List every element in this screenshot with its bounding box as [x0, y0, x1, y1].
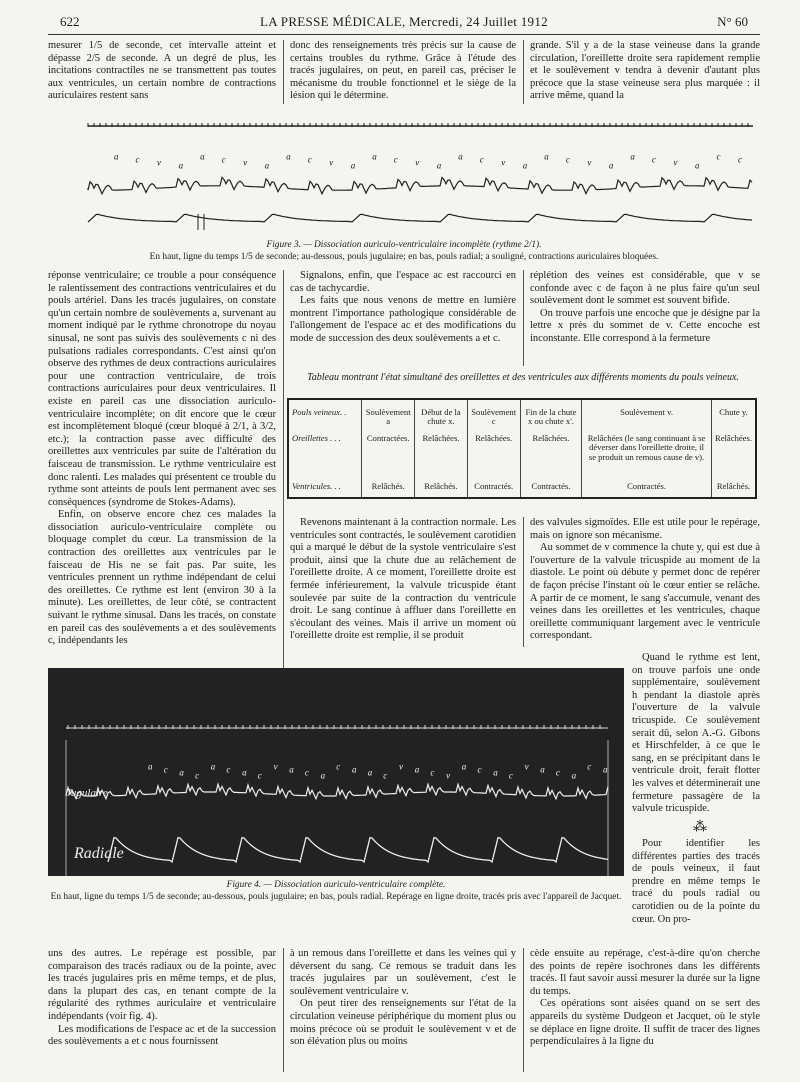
- paragraph: Les modifications de l'espace ac et de la succession des soulèvements a et c nous fournissent: [48, 1023, 276, 1048]
- table-cell: Contractés.: [467, 481, 520, 498]
- paragraph: Les faits que nous venons de mettre en lumière montrent l'importance pathologique considérable de l'allongement de l'espace ac et des modifications du mode de succession des deux soulèvements a et c.: [290, 295, 516, 344]
- top-column-1: [48, 40, 276, 106]
- paragraph: Revenons maintenant à la contraction normale. Les ventricules sont contractés, le soulèvement carotidien qui a marqué le début de la systole ventriculaire s'est produit, ainsi que la chute due au relâchement de l'oreillette droite. A ce moment, l'oreillette droite est fermée inférieurement, la valvule tricuspide étant soulevée par suite de la contraction du ventricule droit. Le sang continue à affluer dans l'oreillette en s'écoulant des veines. Mais il arrive un moment où l'oreillette droite est remplie, il se produit: [290, 517, 516, 642]
- table-title: Tableau montrant l'état simultané des oreillettes et des ventricules aux différents moments du pouls veineux.: [307, 372, 739, 383]
- wave-label: v: [524, 761, 529, 772]
- page-header: [60, 14, 748, 32]
- wave-label: c: [393, 154, 398, 165]
- table-row: [288, 399, 756, 433]
- wave-label: c: [508, 770, 513, 781]
- jugular-label: Jugulaire: [66, 787, 108, 799]
- wave-label: v: [673, 157, 678, 168]
- table-cell: Relâchées.: [520, 433, 581, 481]
- paragraph: uns des autres. Le repérage est possible, par comparaison des tracés radiaux ou de la pointe, avec les tracés jugulaires pris en même temps, et de plus, dans la plupart des cas, en tenant compte de la régularité des rythmes auriculaire et ventriculaire indépendants (voir fig. 4).: [48, 948, 276, 1022]
- wave-label: a: [608, 160, 614, 171]
- table-cell: Relâchées.: [467, 433, 520, 481]
- table-cell: Oreillettes . . .: [292, 433, 341, 443]
- wave-label: c: [257, 770, 262, 781]
- wave-label: a: [458, 151, 463, 162]
- table-cell: Contractés.: [520, 481, 581, 498]
- bottom-column-3: [530, 948, 760, 1074]
- issue-number: N° 60: [717, 14, 748, 29]
- break-marks: [198, 214, 204, 230]
- right-column-upper: [632, 652, 760, 822]
- wave-label: a: [522, 160, 528, 171]
- wave-label: v: [399, 761, 403, 772]
- table-cell: Fin de la chute x ou chute x'.: [520, 399, 581, 433]
- table-row: [288, 481, 756, 498]
- table-cell: Soulèvement a: [362, 399, 415, 433]
- figure-3-legend: En haut, ligne du temps 1/5 de seconde; au-dessous, pouls jugulaire; en bas, pouls radial; a souligné, contractions auriculaires bloquées.: [149, 251, 659, 262]
- wave-label: a: [436, 160, 442, 171]
- wave-labels: [114, 152, 742, 171]
- radial-label: Radiale: [74, 845, 124, 862]
- paragraph: donc des renseignements très précis sur la cause de certains troubles du rythme. Grâce à l'étude des tracés jugulaires, on peut, en pareil cas, préciser le mécanisme du trouble fonctionnel et le siège de la lésion qui le détermine.: [290, 40, 516, 102]
- column-divider: [523, 517, 524, 647]
- page-number: 622: [60, 14, 80, 29]
- top-column-2: [290, 40, 516, 106]
- figure-3-caption: [48, 240, 760, 263]
- wave-label: c: [336, 761, 341, 772]
- wave-label: a: [179, 767, 184, 778]
- time-line: [88, 123, 753, 127]
- wave-label: a: [114, 151, 119, 162]
- wave-label: v: [329, 157, 334, 168]
- wave-label: a: [210, 761, 216, 772]
- table-cell: Relâchées (le sang continuant à se déverser dans l'oreillette droite, il se produit un remous cause de v).: [582, 433, 712, 481]
- wave-label: v: [415, 157, 420, 168]
- photo-background: [48, 668, 624, 876]
- table-cell: Soulèvement c: [467, 399, 520, 433]
- table-cell: Pouls veineux. .: [292, 407, 347, 417]
- wave-label: c: [565, 154, 570, 165]
- wave-label: a: [286, 151, 291, 162]
- wave-label: a: [264, 160, 270, 171]
- table-cell: Soulèvement v.: [582, 399, 712, 433]
- wave-label: a: [461, 761, 467, 772]
- wave-label: c: [221, 154, 226, 165]
- figure-4-tracing: [48, 668, 624, 876]
- wave-label: a: [352, 764, 357, 775]
- paragraph: Signalons, enfin, que l'espace ac est raccourci en cas de tachycardie.: [290, 270, 516, 294]
- paragraph: Quand le rythme est lent, on trouve parfois une onde supplémentaire, soulèvement h pendant la diastole après l'ouverture de la valvule tricuspide. Ce soulèvement serait dû, selon A.-G. Gibons et Hirschfelder, à ce que le sang, en se précipitant dans le ventricule droit, ferait flotter les valves et déterminerait une fermeture passagère de la valvule tricuspide.: [632, 652, 760, 815]
- wave-label: a: [603, 764, 608, 775]
- table-cell: Relâchés.: [415, 481, 467, 498]
- wave-label: c: [383, 770, 388, 781]
- figure-4-legend: En haut, ligne du temps 1/5 de seconde; au-dessous, pouls jugulaire; en bas, pouls radial. Repérage en ligne droite, tracés pris avec l'appareil de Jacquet.: [50, 891, 622, 902]
- wave-label: v: [157, 157, 161, 168]
- wave-label: c: [226, 764, 231, 775]
- paragraph: à un remous dans l'oreillette et dans les veines qui y déversent du sang. Ce remous se traduit dans les tracés jugulaires par un soulèvement, c'est le soulèvement ventriculaire v.: [290, 948, 516, 997]
- table-cell: Contractées.: [362, 433, 415, 481]
- paragraph: réplétion des veines est considérable, que v se confonde avec c de façon à ne plus faire qu'un seul soulèvement dont le sommet est souvent bifide.: [530, 270, 760, 307]
- table-row: [288, 433, 756, 481]
- figure-3-tracing: [48, 118, 760, 236]
- paragraph: Ces opérations sont aisées quand on se sert des appareils du système Dudgeon et Jacquet, où le style se déplace en ligne droite. Il suffit de tracer des lignes perpendiculaires à la ligne du: [530, 998, 760, 1048]
- wave-label: c: [135, 154, 140, 165]
- wave-label: a: [242, 767, 247, 778]
- wave-label: c: [430, 767, 435, 778]
- middle-column-3: [530, 270, 760, 366]
- table-cell: Relâchés.: [362, 481, 415, 498]
- wave-label: a: [571, 770, 577, 781]
- wave-label: v: [446, 770, 451, 781]
- wave-label: a: [630, 151, 635, 162]
- wave-label: a: [350, 160, 356, 171]
- table-cell: Ventricules. . .: [292, 481, 341, 491]
- column-divider: [283, 948, 284, 1072]
- wave-label: c: [304, 767, 309, 778]
- bottom-column-2: [290, 948, 516, 1074]
- wave-label: a: [148, 761, 153, 772]
- wave-label: c: [587, 761, 592, 772]
- paragraph: mesurer 1/5 de seconde, cet intervalle atteint et dépasse 2/5 de seconde. A un degré de plus, les incitations contractiles ne se transmettent pas toutes aux ventricules, un certain nombre de contractions auriculaires restent sans: [48, 40, 276, 102]
- wave-label: v: [243, 157, 248, 168]
- wave-label: a: [544, 151, 549, 162]
- wave-label: a: [367, 767, 373, 778]
- wave-label: a: [695, 160, 700, 171]
- table-cell: Relâchées.: [712, 433, 757, 481]
- paragraph: On trouve parfois une encoche que je désigne par la lettre x près du sommet de v. Cette encoche est inconstante. Elle correspond à la fermeture: [530, 307, 760, 344]
- header-rule: [48, 34, 760, 35]
- wave-label: c: [163, 764, 168, 775]
- paragraph: cède ensuite au repérage, c'est-à-dire qu'on cherche des points de repère isochrones dans les différents tracés. Il faut savoir aussi mesurer la durée sur la ligne du temps.: [530, 948, 760, 997]
- paragraph: On peut tirer des renseignements sur l'état de la circulation veineuse périphérique du moment plus ou moins précoce où se produit le soulèvement v et de son élévation plus ou moins: [290, 998, 516, 1048]
- journal-title: LA PRESSE MÉDICALE, Mercredi, 24 Juillet 1912: [260, 14, 548, 29]
- wave-label: a: [493, 767, 498, 778]
- column-divider: [523, 948, 524, 1072]
- wave-label: c: [651, 154, 656, 165]
- wave-label: c: [307, 154, 312, 165]
- venous-pulse-table: [287, 398, 757, 499]
- lower-column-2: [290, 517, 516, 649]
- column-divider: [523, 270, 524, 366]
- top-column-3: [530, 40, 760, 106]
- wave-label: c: [195, 770, 200, 781]
- wave-label: a: [200, 151, 205, 162]
- figure-4-title: Figure 4. — Dissociation auriculo-ventriculaire complète.: [226, 880, 446, 890]
- paragraph: grande. S'il y a de la stase veineuse dans la grande circulation, l'oreillette droite sera rapidement remplie et le soulèvement v tendra à devenir d'autant plus précoce que la stase veineuse sera plus marquée : il arrive même, quand la: [530, 40, 760, 102]
- table-cell: Relâchés.: [712, 481, 757, 498]
- paragraph: des valvules sigmoïdes. Elle est utile pour le repérage, mais on ignore son mécanisme.: [530, 517, 760, 541]
- table-cell: Contractés.: [582, 481, 712, 498]
- paragraph: Enfin, on observe encore chez ces malades la dissociation auriculo-ventriculaire complète ou bloquage complet du cœur. La transmission de la contraction des oreillettes aux ventricules par le faisceau de His ne se fait pas. Par suite, les ventricules prennent un rythme indépendant de celui des oreillettes. Ce rythme est lent (environ 30 à la minute). Les oreillettes, de leur côté, se contractent suivant le rythme sinusal. Dans les tracés, on constate en pareil cas des soulèvements a et des soulèvements c, indépendants les: [48, 509, 276, 647]
- right-column-lower: [632, 838, 760, 948]
- wave-label: c: [738, 154, 742, 165]
- jugular-pulse-trace: [88, 177, 752, 193]
- table-cell: Relâchées.: [415, 433, 467, 481]
- bottom-column-1: [48, 948, 276, 1074]
- wave-label: c: [555, 767, 560, 778]
- section-stars: ⁂: [693, 820, 707, 835]
- column-divider: [283, 40, 284, 104]
- table-cell: Début de la chute x.: [415, 399, 467, 433]
- wave-label: a: [289, 764, 294, 775]
- wave-label: a: [372, 151, 377, 162]
- figure-3-title: Figure 3. — Dissociation auriculo-ventriculaire incomplète (rythme 2/1).: [266, 240, 542, 250]
- paragraph: réponse ventriculaire; ce trouble a pour conséquence le ralentissement des contractions ventriculaires et du pouls artériel. Dans les tracés jugulaires, on constate qu'un certain nombre de soulèvements a, survenant au moment indiqué par le rythme chronotrope du noyau sinusal, ne sont pas suivis des soulèvements c ni des pulsations radiales correspondants. C'est ainsi qu'on observe des rythmes de deux contractions auriculaires pour une contraction ventriculaire, de trois contractions auriculaires pour deux ventriculaires. Il existe en pareil cas une dissociation auriculo-ventriculaire incomplète; on dit encore que le cœur est incomplètement bloqué (cœur bloqué à 2/1, à 3/2, etc.); la contraction passe avec difficulté des oreillettes aux ventricules par suite de l'altération du faisceau de transmission. Le rythme ventriculaire est donc ralenti. Les malades qui présentent ce trouble du rythme sont atteints de pouls lent permanent avec ses conséquences (syndrome de Stokes-Adams).: [48, 270, 276, 508]
- wave-label: a: [414, 764, 420, 775]
- wave-label: v: [501, 157, 506, 168]
- wave-label: c: [479, 154, 484, 165]
- wave-label: v: [273, 761, 278, 772]
- lower-column-3: [530, 517, 760, 649]
- table-cell: Chute y.: [712, 399, 757, 433]
- wave-label: c: [716, 151, 721, 162]
- figure-4-caption: [48, 880, 624, 903]
- paragraph: Pour identifier les différentes parties des tracés de pouls veineux, il faut prendre en même temps le tracé du pouls radial ou carotidien ou de la pointe du cœur. On pro-: [632, 838, 760, 925]
- middle-column-2: [290, 270, 516, 366]
- wave-label: c: [477, 764, 482, 775]
- column-divider: [523, 40, 524, 104]
- radial-pulse-trace: [88, 214, 752, 222]
- wave-label: a: [178, 160, 184, 171]
- paragraph: Au sommet de v commence la chute y, qui est due à l'ouverture de la valvule tricuspide au moment de la diastole. Le point où débute y permet donc de repérer de façon précise l'instant où le cœur entier se relâche. A partir de ce moment, le sang s'accumule, venant des veines dans les oreillettes et les ventricules, chaque oreillette communiquant largement avec le ventricule correspondant.: [530, 542, 760, 642]
- wave-label: a: [540, 764, 545, 775]
- wave-label: a: [320, 770, 326, 781]
- wave-label: v: [587, 157, 592, 168]
